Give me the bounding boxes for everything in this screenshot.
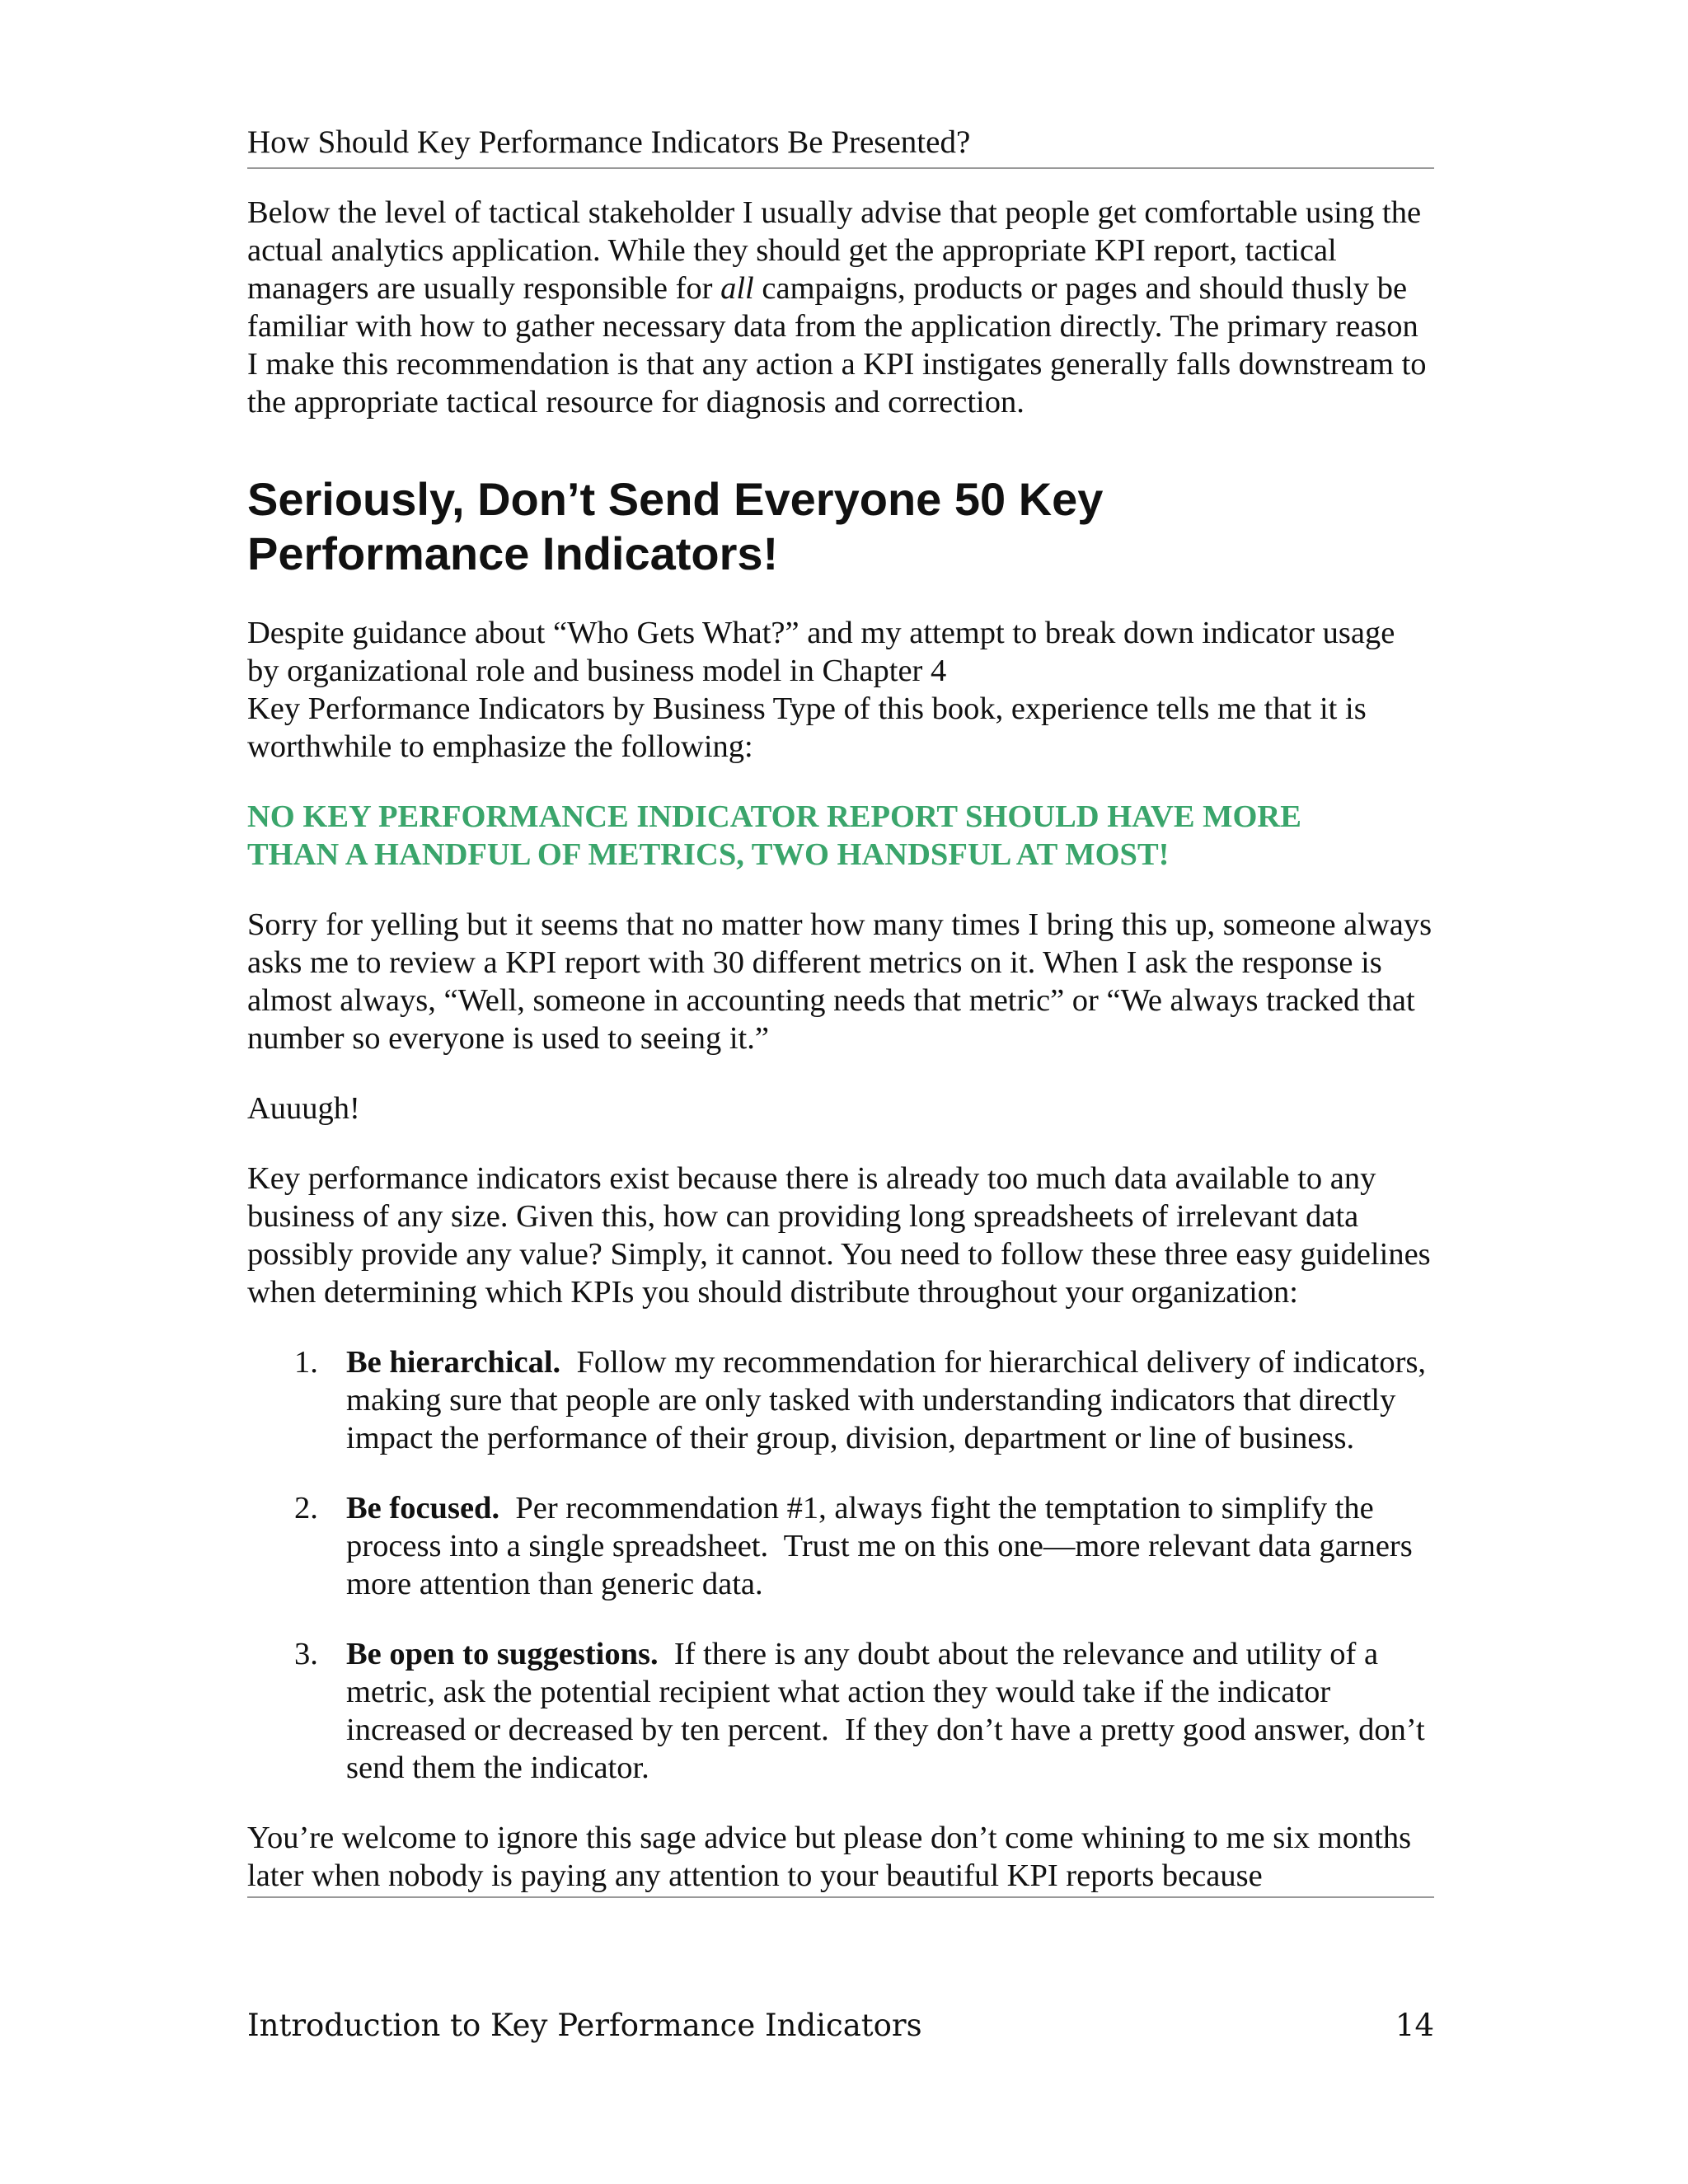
list-item-text: Per recommendation #1, always fight the temptation to simplify the process into a single spreadsheet. Trust me on this one—more relevant data garners more attention than generic data. [346, 1490, 1421, 1601]
callout-warning [247, 798, 1434, 874]
list-number: 1. [294, 1344, 318, 1380]
guidelines-list [247, 1343, 1434, 1787]
paragraph-closing: You’re welcome to ignore this sage advice but please don’t come whining to me six months later when nobody is paying any attention to your beautiful KPI reports because [247, 1819, 1434, 1898]
list-item-lead: Be open to suggestions. [346, 1636, 659, 1671]
paragraph-despite-guidance [247, 614, 1434, 766]
callout-line-1: NO KEY PERFORMANCE INDICATOR REPORT SHOULD HAVE MORE [247, 799, 1301, 834]
list-item-text: If there is any doubt about the relevance and utility of a metric, ask the potential recipient what action they would take if the indicator increased or decreased by ten percent. If they don’t have a pretty good answer, don’t send them the indicator. [346, 1636, 1433, 1785]
paragraph-text: Below the level of tactical stakeholder I usually advise that people get comfortable using the actual analytics application. While they should get the appropriate KPI report, tactical managers are usually responsible for [247, 194, 1422, 306]
list-number: 3. [294, 1636, 318, 1671]
list-item-text: Follow my recommendation for hierarchical delivery of indicators, making sure that people are only tasked with understanding indicators that directly impact the performance of their group, division, department or line of business. [346, 1344, 1434, 1455]
paragraph-line: Despite guidance about “Who Gets What?” and my attempt to break down indicator usage by organizational role and business model in Chapter 4 [247, 615, 1395, 688]
list-item-lead: Be hierarchical. [346, 1344, 561, 1380]
callout-line-2: THAN A HANDFUL OF METRICS, TWO HANDSFUL AT MOST! [247, 837, 1170, 872]
document-page [247, 124, 1434, 1898]
list-item-lead: Be focused. [346, 1490, 500, 1526]
list-item [247, 1635, 1434, 1787]
paragraph-tactical-stakeholder [247, 194, 1434, 421]
list-item [247, 1489, 1434, 1603]
paragraph-line: Key Performance Indicators by Business Type of this book, experience tells me that it is worthwhile to emphasize the following: [247, 691, 1367, 764]
heading-line-2: Performance Indicators! [247, 527, 779, 579]
running-footer [247, 2008, 1434, 2044]
paragraph-auuugh: Auuugh! [247, 1090, 360, 1126]
heading-line-1: Seriously, Don’t Send Everyone 50 Key [247, 472, 1104, 525]
section-heading [247, 472, 1434, 581]
paragraph-sorry-for-yelling: Sorry for yelling but it seems that no matter how many times I bring this up, someone always asks me to review a KPI report with 30 different metrics on it. When I ask the response is almost always, “Well, someone in accounting needs that metric” or “We always tracked that number so everyone is used to seeing it.” [247, 907, 1432, 1056]
emphasis-all: all [720, 270, 754, 306]
footer-book-title: Introduction to Key Performance Indicators [247, 2008, 922, 2043]
list-number: 2. [294, 1490, 318, 1526]
running-header: How Should Key Performance Indicators Be Presented? [247, 124, 1434, 169]
paragraph-text: campaigns, products or pages and should thusly be familiar with how to gather necessary data from the application directly. The primary reason I make this recommendation is that any action a KPI instigates generally falls downstream to the appropriate tactical resource for diagnosis and correction. [247, 270, 1427, 419]
list-item [247, 1343, 1434, 1457]
page-number: 14 [1395, 2008, 1434, 2043]
paragraph-kpis-exist: Key performance indicators exist because there is already too much data available to any business of any size. Given this, how can providing long spreadsheets of irrelevant data possibly provide any value? Simply, it cannot. You need to follow these three easy guidelines when determining which KPIs you should distribute throughout your organization: [247, 1160, 1431, 1310]
